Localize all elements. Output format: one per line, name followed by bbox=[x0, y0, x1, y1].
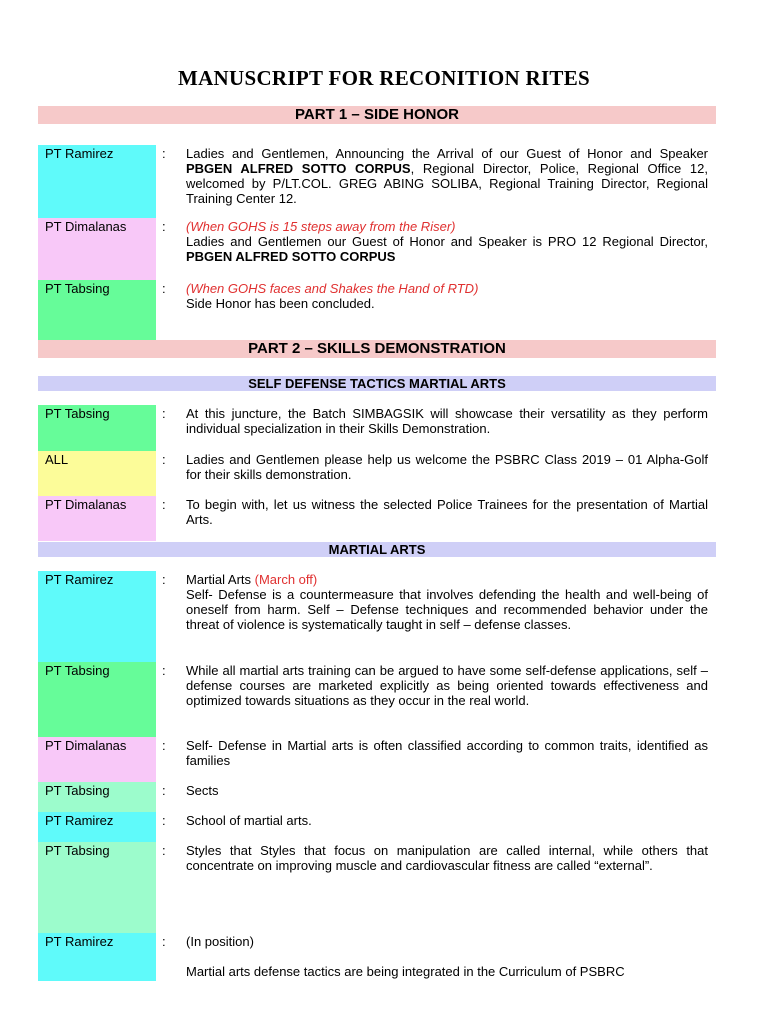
script-text: Styles that Styles that focus on manipulation are called internal, while others that concentrate on improving muscle and cardiovascular fitness are called “external”. bbox=[186, 843, 708, 873]
colon: : bbox=[162, 219, 166, 234]
speaker-label: PT Dimalanas bbox=[38, 496, 156, 541]
script-row bbox=[38, 280, 716, 340]
stage-direction: (When GOHS faces and Shakes the Hand of RTD) bbox=[186, 281, 479, 296]
colon: : bbox=[162, 281, 166, 296]
colon: : bbox=[162, 813, 166, 828]
speaker-label: PT Ramirez bbox=[38, 933, 156, 981]
colon: : bbox=[162, 934, 166, 949]
colon: : bbox=[162, 572, 166, 587]
speaker-label: PT Tabsing bbox=[38, 842, 156, 933]
speaker-label: PT Dimalanas bbox=[38, 218, 156, 280]
colon: : bbox=[162, 663, 166, 678]
colon: : bbox=[162, 406, 166, 421]
section-header-self-defense: SELF DEFENSE TACTICS MARTIAL ARTS bbox=[38, 376, 716, 391]
script-text: School of martial arts. bbox=[186, 813, 312, 828]
speaker-label: PT Tabsing bbox=[38, 782, 156, 812]
script-row bbox=[38, 933, 716, 981]
script-row bbox=[38, 737, 716, 782]
stage-direction: (March off) bbox=[254, 572, 318, 587]
script-text: While all martial arts training can be argued to have some self-defense applications, self – defense courses are marketed explicitly as being oriented towards effectiveness and optimized towards situations as they occur in the real world. bbox=[186, 663, 708, 708]
stage-direction: (When GOHS is 15 steps away from the Riser) bbox=[186, 219, 456, 234]
script-row bbox=[38, 662, 716, 737]
script-text: (When GOHS faces and Shakes the Hand of RTD) Side Honor has been concluded. bbox=[186, 281, 479, 311]
script-text: Ladies and Gentlemen please help us welcome the PSBRC Class 2019 – 01 Alpha-Golf for their skills demonstration. bbox=[186, 452, 708, 482]
script-row bbox=[38, 145, 716, 218]
speaker-label: PT Ramirez bbox=[38, 571, 156, 662]
speaker-label: PT Dimalanas bbox=[38, 737, 156, 782]
part-1-header: PART 1 – SIDE HONOR bbox=[38, 106, 716, 124]
part-2-header: PART 2 – SKILLS DEMONSTRATION bbox=[38, 340, 716, 358]
colon: : bbox=[162, 738, 166, 753]
script-text: Self- Defense in Martial arts is often classified according to common traits, identified as families bbox=[186, 738, 708, 768]
script-text: Martial Arts (March off) Self- Defense is a countermeasure that involves defending the health and well-being of oneself from harm. Self – Defense techniques and recommended behavior under the threat of violence is systematically taught in self – defense classes. bbox=[186, 572, 708, 632]
colon: : bbox=[162, 146, 166, 161]
speaker-label: PT Tabsing bbox=[38, 405, 156, 451]
speaker-label: PT Ramirez bbox=[38, 812, 156, 842]
script-text: (In position) Martial arts defense tactics are being integrated in the Curriculum of PSBRC bbox=[186, 934, 625, 979]
colon: : bbox=[162, 783, 166, 798]
script-text: (When GOHS is 15 steps away from the Riser) Ladies and Gentlemen our Guest of Honor and Speaker is PRO 12 Regional Director, PBGEN ALFRED SOTTO CORPUS bbox=[186, 219, 708, 264]
page-title: MANUSCRIPT FOR RECONITION RITES bbox=[177, 66, 591, 90]
colon: : bbox=[162, 497, 166, 512]
section-header-martial-arts: MARTIAL ARTS bbox=[38, 542, 716, 557]
script-row bbox=[38, 496, 716, 541]
speaker-label: PT Tabsing bbox=[38, 662, 156, 737]
script-row bbox=[38, 842, 716, 933]
script-text: At this juncture, the Batch SIMBAGSIK will showcase their versatility as they perform individual specialization in their Skills Demonstration. bbox=[186, 406, 708, 436]
colon: : bbox=[162, 452, 166, 467]
script-row bbox=[38, 782, 716, 812]
speaker-label: PT Tabsing bbox=[38, 280, 156, 340]
speaker-label: ALL bbox=[38, 451, 156, 496]
script-text: To begin with, let us witness the selected Police Trainees for the presentation of Martial Arts. bbox=[186, 497, 708, 527]
colon: : bbox=[162, 843, 166, 858]
script-row bbox=[38, 451, 716, 496]
script-row bbox=[38, 405, 716, 451]
script-row bbox=[38, 218, 716, 280]
script-row bbox=[38, 812, 716, 842]
script-row bbox=[38, 571, 716, 662]
script-text: Sects bbox=[186, 783, 219, 798]
script-text: Ladies and Gentlemen, Announcing the Arrival of our Guest of Honor and Speaker PBGEN ALFRED SOTTO CORPUS, Regional Director, Police, Regional Office 12, welcomed by P/LT.COL. GREG ABING SOLIBA, Regional Training Director, Regional Training Center 12. bbox=[186, 146, 709, 206]
speaker-label: PT Ramirez bbox=[38, 145, 156, 218]
